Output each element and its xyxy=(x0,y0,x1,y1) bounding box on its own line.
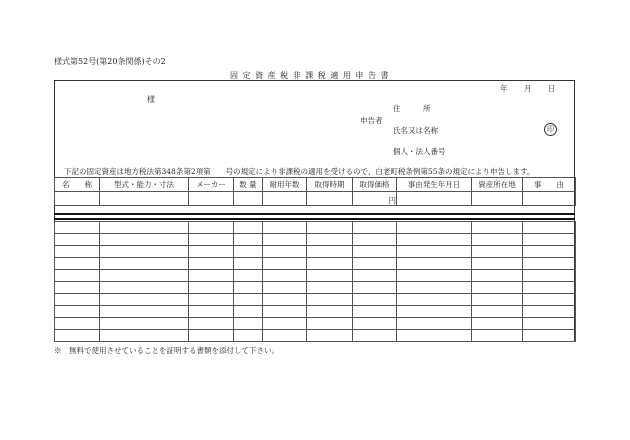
table-cell[interactable] xyxy=(234,318,263,330)
table-cell[interactable] xyxy=(353,246,397,258)
table-cell[interactable] xyxy=(472,330,523,342)
table-cell[interactable] xyxy=(397,306,472,318)
table-cell[interactable] xyxy=(100,270,189,282)
table-cell[interactable] xyxy=(55,192,100,206)
table-cell[interactable] xyxy=(189,318,234,330)
date-day: 日 xyxy=(548,84,556,93)
price-unit-cell[interactable] xyxy=(353,192,397,206)
table-cell[interactable] xyxy=(307,306,353,318)
table-cell[interactable] xyxy=(472,318,523,330)
table-row xyxy=(55,306,576,318)
table-cell[interactable] xyxy=(100,246,189,258)
table-row xyxy=(55,222,576,234)
date-year: 年 xyxy=(500,84,508,93)
table-row xyxy=(55,282,576,294)
header-acquisition-date: 取得時期 xyxy=(307,178,353,192)
table-cell[interactable] xyxy=(189,222,234,234)
table-row xyxy=(55,270,576,282)
table-cell[interactable] xyxy=(263,330,307,342)
table-cell[interactable] xyxy=(353,258,397,270)
header-model: 型式・能力・寸法 xyxy=(100,178,189,192)
table-cell[interactable] xyxy=(100,306,189,318)
thick-divider xyxy=(54,213,575,215)
date-month: 月 xyxy=(524,84,532,93)
table-cell[interactable] xyxy=(353,222,397,234)
seal-mark-icon: 印 xyxy=(544,123,557,136)
table-cell[interactable] xyxy=(523,246,576,258)
table-cell[interactable] xyxy=(189,246,234,258)
table-cell[interactable] xyxy=(234,282,263,294)
table-row xyxy=(55,258,576,270)
table-cell[interactable] xyxy=(397,258,472,270)
table-cell[interactable] xyxy=(523,270,576,282)
table-cell[interactable] xyxy=(55,270,100,282)
table-cell[interactable] xyxy=(472,234,523,246)
table-row xyxy=(55,246,576,258)
table-cell[interactable] xyxy=(189,306,234,318)
table-cell[interactable] xyxy=(263,294,307,306)
table-cell[interactable] xyxy=(234,222,263,234)
price-unit: 円 xyxy=(388,196,396,205)
table-cell[interactable] xyxy=(263,234,307,246)
declaration-statement: 下記の固定資産は地方税法第348条第2項第 号の規定により非課税の適用を受けるので、白老町税条例第55条の規定により申告します。 xyxy=(64,167,535,176)
header-reason: 事 由 xyxy=(523,178,576,192)
table-cell[interactable] xyxy=(397,318,472,330)
table-cell[interactable] xyxy=(263,246,307,258)
table-cell[interactable] xyxy=(234,330,263,342)
table-cell[interactable] xyxy=(189,270,234,282)
table-cell[interactable] xyxy=(397,192,472,206)
table-cell[interactable] xyxy=(307,246,353,258)
table-cell[interactable] xyxy=(263,318,307,330)
table-cell[interactable] xyxy=(397,234,472,246)
table-cell[interactable] xyxy=(307,258,353,270)
table-cell[interactable] xyxy=(55,222,100,234)
header-event-date: 事由発生年月日 xyxy=(397,178,472,192)
header-acquisition-price: 取得価格 xyxy=(353,178,397,192)
table-cell[interactable] xyxy=(189,234,234,246)
table-cell[interactable] xyxy=(234,234,263,246)
table-cell[interactable] xyxy=(472,306,523,318)
header-quantity: 数 量 xyxy=(234,178,263,192)
address-label: 住 所 xyxy=(393,104,431,113)
table-cell[interactable] xyxy=(263,222,307,234)
asset-table-body xyxy=(54,221,576,342)
table-cell[interactable] xyxy=(234,246,263,258)
table-cell[interactable] xyxy=(472,258,523,270)
table-cell[interactable] xyxy=(307,192,353,206)
table-cell[interactable] xyxy=(307,294,353,306)
table-cell[interactable] xyxy=(307,270,353,282)
table-cell[interactable] xyxy=(472,222,523,234)
table-cell[interactable] xyxy=(307,234,353,246)
table-cell[interactable] xyxy=(263,192,307,206)
table-cell[interactable] xyxy=(523,306,576,318)
table-cell[interactable] xyxy=(234,258,263,270)
table-cell[interactable] xyxy=(397,282,472,294)
table-cell[interactable] xyxy=(353,234,397,246)
table-cell[interactable] xyxy=(100,294,189,306)
table-cell[interactable] xyxy=(100,222,189,234)
applicant-label: 申告者 xyxy=(360,116,383,125)
table-cell[interactable] xyxy=(55,246,100,258)
header-maker: メーカー xyxy=(189,178,234,192)
table-cell[interactable] xyxy=(472,294,523,306)
table-cell[interactable] xyxy=(55,234,100,246)
table-cell[interactable] xyxy=(100,330,189,342)
table-cell[interactable] xyxy=(100,258,189,270)
table-cell[interactable] xyxy=(100,192,189,206)
table-cell[interactable] xyxy=(523,318,576,330)
table-cell[interactable] xyxy=(100,318,189,330)
table-cell[interactable] xyxy=(55,258,100,270)
table-cell[interactable] xyxy=(307,330,353,342)
table-cell[interactable] xyxy=(55,282,100,294)
header-name: 名 称 xyxy=(55,178,100,192)
table-cell[interactable] xyxy=(55,306,100,318)
table-cell[interactable] xyxy=(353,270,397,282)
table-cell[interactable] xyxy=(189,294,234,306)
table-cell[interactable] xyxy=(523,222,576,234)
table-cell[interactable] xyxy=(353,330,397,342)
table-cell[interactable] xyxy=(234,294,263,306)
form-title: 固 定 資 産 税 非 課 税 適 用 申 告 書 xyxy=(230,71,390,80)
table-cell[interactable] xyxy=(353,294,397,306)
table-cell[interactable] xyxy=(353,282,397,294)
table-cell[interactable] xyxy=(263,282,307,294)
table-cell[interactable] xyxy=(55,294,100,306)
table-cell[interactable] xyxy=(523,234,576,246)
table-cell[interactable] xyxy=(523,294,576,306)
table-cell[interactable] xyxy=(523,282,576,294)
table-cell[interactable] xyxy=(523,192,576,206)
table-cell[interactable] xyxy=(234,306,263,318)
table-cell[interactable] xyxy=(472,270,523,282)
table-cell[interactable] xyxy=(523,258,576,270)
table-row xyxy=(55,330,576,342)
header-useful-life: 耐用年数 xyxy=(263,178,307,192)
table-cell[interactable] xyxy=(234,270,263,282)
table-row xyxy=(55,234,576,246)
form-number: 様式第52号(第20条関係)その2 xyxy=(54,57,166,66)
table-cell[interactable] xyxy=(189,258,234,270)
table-cell[interactable] xyxy=(189,282,234,294)
header-asset-location: 資産所在地 xyxy=(472,178,523,192)
table-cell[interactable] xyxy=(397,246,472,258)
table-cell[interactable] xyxy=(234,192,263,206)
table-cell[interactable] xyxy=(55,330,100,342)
table-cell[interactable] xyxy=(353,306,397,318)
table-cell[interactable] xyxy=(100,282,189,294)
table-cell[interactable] xyxy=(472,282,523,294)
table-cell[interactable] xyxy=(397,270,472,282)
thick-divider xyxy=(54,218,575,220)
table-cell[interactable] xyxy=(307,222,353,234)
table-cell[interactable] xyxy=(472,192,523,206)
name-label: 氏名又は名称 xyxy=(393,126,438,135)
asset-table-header xyxy=(54,177,576,206)
table-cell[interactable] xyxy=(263,258,307,270)
table-cell[interactable] xyxy=(307,318,353,330)
table-cell[interactable] xyxy=(397,294,472,306)
table-cell[interactable] xyxy=(397,222,472,234)
table-cell[interactable] xyxy=(353,318,397,330)
table-cell[interactable] xyxy=(100,234,189,246)
table-cell[interactable] xyxy=(307,282,353,294)
id-number-label: 個人・法人番号 xyxy=(393,147,446,156)
addressee-suffix: 様 xyxy=(147,95,155,104)
table-cell[interactable] xyxy=(397,330,472,342)
table-cell[interactable] xyxy=(189,330,234,342)
table-cell[interactable] xyxy=(263,270,307,282)
table-row xyxy=(55,294,576,306)
table-cell[interactable] xyxy=(189,192,234,206)
table-cell[interactable] xyxy=(523,330,576,342)
table-cell[interactable] xyxy=(55,318,100,330)
table-cell[interactable] xyxy=(472,246,523,258)
table-row xyxy=(55,318,576,330)
table-cell[interactable] xyxy=(263,306,307,318)
footnote: ※ 無料で使用させていることを証明する書類を添付して下さい。 xyxy=(54,346,279,355)
